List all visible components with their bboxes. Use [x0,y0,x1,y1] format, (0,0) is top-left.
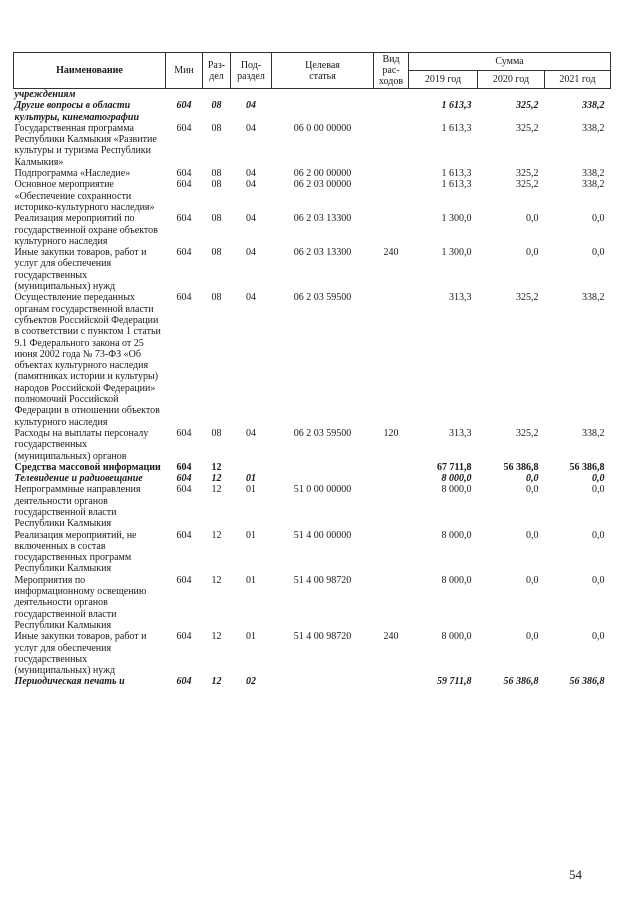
cell-sum-2021: 0,0 [592,247,605,259]
cell-razdel: 12 [211,676,222,688]
cell-podrazdel: 04 [246,427,256,439]
cell-celevaya [272,676,374,687]
table-header [14,53,611,89]
cell-celevaya: 06 2 03 00000 [293,179,352,191]
cell-celevaya: 06 2 03 59500 [293,292,352,304]
cell-celevaya: 06 0 00 00000 [293,122,352,134]
header-min: Мин [166,53,203,89]
cell-min: 604 [176,484,192,496]
header-razdel: Раз- дел [203,53,231,89]
cell-name: Расходы на выплаты персоналу государственных (муниципальных) органов [14,427,149,462]
cell-name: Реализация мероприятий, не включенных в состав государственных программ Республики Калмыкия [14,529,137,575]
cell-podrazdel: 01 [246,484,256,496]
cell-razdel: 12 [211,461,222,473]
cell-sum-2019: 8 000,0 [441,484,472,496]
cell-sum-2020: 0,0 [526,631,539,643]
cell-min: 604 [176,631,192,643]
table-row [14,179,611,213]
cell-celevaya [272,462,374,473]
cell-vid [374,123,409,168]
header-vid: Вид рас- ходов [374,53,409,89]
cell-razdel: 12 [211,484,222,496]
cell-podrazdel: 02 [246,676,256,688]
cell-vid [374,575,409,631]
cell-vid [374,292,409,428]
cell-sum-2019: 1 613,3 [441,179,472,191]
cell-vid: 240 [383,631,399,643]
cell-sum-2020: 325,2 [516,100,539,112]
cell-podrazdel [231,462,272,473]
header-podrazdel: Под- раздел [231,53,272,89]
cell-sum-2020: 0,0 [526,529,539,541]
cell-celevaya: 51 4 00 98720 [293,574,352,586]
cell-min: 604 [176,247,192,259]
cell-sum-2021: 338,2 [582,122,605,134]
table-row [14,575,611,631]
cell-vid [374,484,409,529]
cell-min: 604 [176,122,192,134]
cell-celevaya: 51 0 00 00000 [293,484,352,496]
cell-sum-2019: 8 000,0 [441,631,472,643]
cell-sum-2020: 325,2 [516,427,539,439]
page-number: 54 [569,867,582,882]
cell-vid [374,213,409,247]
cell-sum-2021 [545,89,611,101]
cell-razdel: 08 [211,179,222,191]
cell-podrazdel: 04 [246,100,256,112]
cell-name: Другие вопросы в области культуры, кинематографии [14,100,140,123]
cell-sum-2020: 0,0 [526,484,539,496]
cell-sum-2019: 1 613,3 [441,168,472,180]
cell-razdel: 12 [211,529,222,541]
cell-razdel: 08 [211,292,222,304]
cell-sum-2021: 338,2 [582,168,605,180]
cell-vid [374,168,409,179]
cell-sum-2021: 56 386,8 [569,461,605,473]
cell-vid [374,462,409,473]
cell-vid [374,100,409,123]
cell-razdel: 08 [211,427,222,439]
cell-podrazdel [231,89,272,101]
cell-celevaya: 51 4 00 00000 [293,529,352,541]
cell-podrazdel: 01 [246,574,256,586]
cell-sum-2019: 8 000,0 [441,473,472,485]
cell-sum-2020: 325,2 [516,122,539,134]
cell-razdel: 08 [211,213,222,225]
cell-sum-2020 [478,89,545,101]
cell-celevaya: 06 2 03 59500 [293,427,352,439]
budget-table [13,52,611,688]
cell-sum-2021: 0,0 [592,631,605,643]
cell-sum-2021: 0,0 [592,213,605,225]
cell-celevaya: 06 2 03 13300 [293,247,352,259]
table-row [14,631,611,676]
table-row [14,484,611,529]
cell-celevaya [272,473,374,484]
cell-sum-2021: 56 386,8 [569,676,605,688]
cell-name: Реализация мероприятий по государственной охране объектов культурного наследия [14,213,158,247]
table-row [14,123,611,168]
cell-sum-2021: 0,0 [592,473,605,485]
cell-razdel: 12 [211,574,222,586]
cell-celevaya: 06 2 00 00000 [293,168,352,180]
cell-sum-2019: 8 000,0 [441,574,472,586]
cell-sum-2020: 325,2 [516,168,539,180]
header-summa: Сумма [409,53,611,71]
cell-sum-2020: 325,2 [516,292,539,304]
cell-razdel [203,89,231,101]
cell-vid [374,530,409,575]
cell-sum-2019: 313,3 [449,292,472,304]
cell-sum-2019: 1 613,3 [441,122,472,134]
cell-podrazdel: 04 [246,122,256,134]
cell-celevaya [272,100,374,123]
cell-podrazdel: 04 [246,179,256,191]
table-row [14,676,611,687]
cell-sum-2019: 67 711,8 [437,461,472,473]
cell-sum-2019 [409,89,478,101]
cell-name: Мероприятия по информационному освещению деятельности органов государственной власти Республики Калмыкия [14,574,147,631]
cell-name: Периодическая печать и [14,676,125,688]
cell-podrazdel: 04 [246,247,256,259]
cell-vid: 120 [383,427,399,439]
cell-sum-2019: 1 613,3 [441,100,472,112]
cell-name: Осуществление переданных органам государственной власти субъектов Российской Федерации в соответствии с пунктом 1 статьи 9.1 Федерального закона от 25 июня 2002 года № 73-ФЗ «Об объектах культурного наследия (памятниках истории и культуры) народов Российской Федерации» полномочий Российской Федерации в отношении объектов культурного наследия [14,292,161,428]
cell-name: Основное мероприятие «Обеспечение сохранности историко-культурного наследия» [14,179,155,213]
header-year-2021: 2021 год [545,71,611,89]
cell-vid [374,676,409,687]
cell-sum-2021: 338,2 [582,292,605,304]
cell-sum-2019: 1 300,0 [441,247,472,259]
cell-podrazdel: 04 [246,213,256,225]
cell-sum-2020: 0,0 [526,213,539,225]
header-year-2019: 2019 год [409,71,478,89]
cell-min [166,89,203,101]
cell-podrazdel: 01 [246,529,256,541]
cell-razdel: 08 [211,247,222,259]
cell-razdel: 08 [211,100,222,112]
cell-name: Телевидение и радиовещание [14,473,143,485]
cell-min: 604 [176,292,192,304]
cell-min: 604 [176,676,192,688]
cell-sum-2020: 56 386,8 [503,461,539,473]
cell-name: Иные закупки товаров, работ и услуг для обеспечения государственных (муниципальных) нужд [14,247,147,293]
cell-min: 604 [176,427,192,439]
table-row [14,247,611,292]
cell-sum-2020: 0,0 [526,247,539,259]
cell-min: 604 [176,461,192,473]
cell-sum-2021: 338,2 [582,179,605,191]
cell-min: 604 [176,574,192,586]
table-row [14,100,611,123]
cell-sum-2019: 59 711,8 [437,676,472,688]
header-celevaya: Целевая статья [272,53,374,89]
cell-min: 604 [176,168,192,180]
cell-sum-2021: 338,2 [582,427,605,439]
table-row [14,213,611,247]
cell-vid [374,473,409,484]
table-row [14,462,611,473]
cell-sum-2021: 338,2 [582,100,605,112]
cell-sum-2019: 313,3 [449,427,472,439]
cell-name: Иные закупки товаров, работ и услуг для обеспечения государственных (муниципальных) нужд [14,631,147,677]
table-row [14,89,611,101]
cell-name: Непрограммные направления деятельности органов государственной власти Республики Калмыкия [14,484,141,530]
cell-celevaya [272,89,374,101]
cell-razdel: 08 [211,168,222,180]
table-row [14,428,611,462]
cell-min: 604 [176,179,192,191]
cell-name: Государственная программа Республики Калмыкия «Развитие культуры и туризма Республики Калмыкия» [14,122,157,168]
cell-podrazdel: 01 [246,473,256,485]
table-row [14,292,611,428]
cell-sum-2020: 0,0 [526,473,539,485]
table-row [14,473,611,484]
table-row [14,530,611,575]
cell-razdel: 12 [211,631,222,643]
cell-min: 604 [176,473,192,485]
cell-name: Средства массовой информации [14,461,161,473]
cell-vid: 240 [383,247,399,259]
cell-sum-2021: 0,0 [592,574,605,586]
cell-sum-2020: 325,2 [516,179,539,191]
cell-sum-2020: 56 386,8 [503,676,539,688]
cell-sum-2019: 8 000,0 [441,529,472,541]
cell-vid [374,89,409,101]
cell-podrazdel: 04 [246,292,256,304]
cell-vid [374,179,409,213]
cell-celevaya: 51 4 00 98720 [293,631,352,643]
cell-sum-2019: 1 300,0 [441,213,472,225]
cell-podrazdel: 01 [246,631,256,643]
cell-min: 604 [176,529,192,541]
cell-sum-2020: 0,0 [526,574,539,586]
header-year-2020: 2020 год [478,71,545,89]
cell-name: Подпрограмма «Наследие» [14,168,131,180]
cell-celevaya: 06 2 03 13300 [293,213,352,225]
table-row [14,168,611,179]
cell-sum-2021: 0,0 [592,484,605,496]
cell-name: учреждениям [14,89,76,100]
cell-sum-2021: 0,0 [592,529,605,541]
table-body [14,89,611,688]
cell-razdel: 08 [211,122,222,134]
cell-podrazdel: 04 [246,168,256,180]
cell-razdel: 12 [211,473,222,485]
header-name: Наименование [14,53,166,89]
cell-min: 604 [176,100,192,112]
cell-min: 604 [176,213,192,225]
